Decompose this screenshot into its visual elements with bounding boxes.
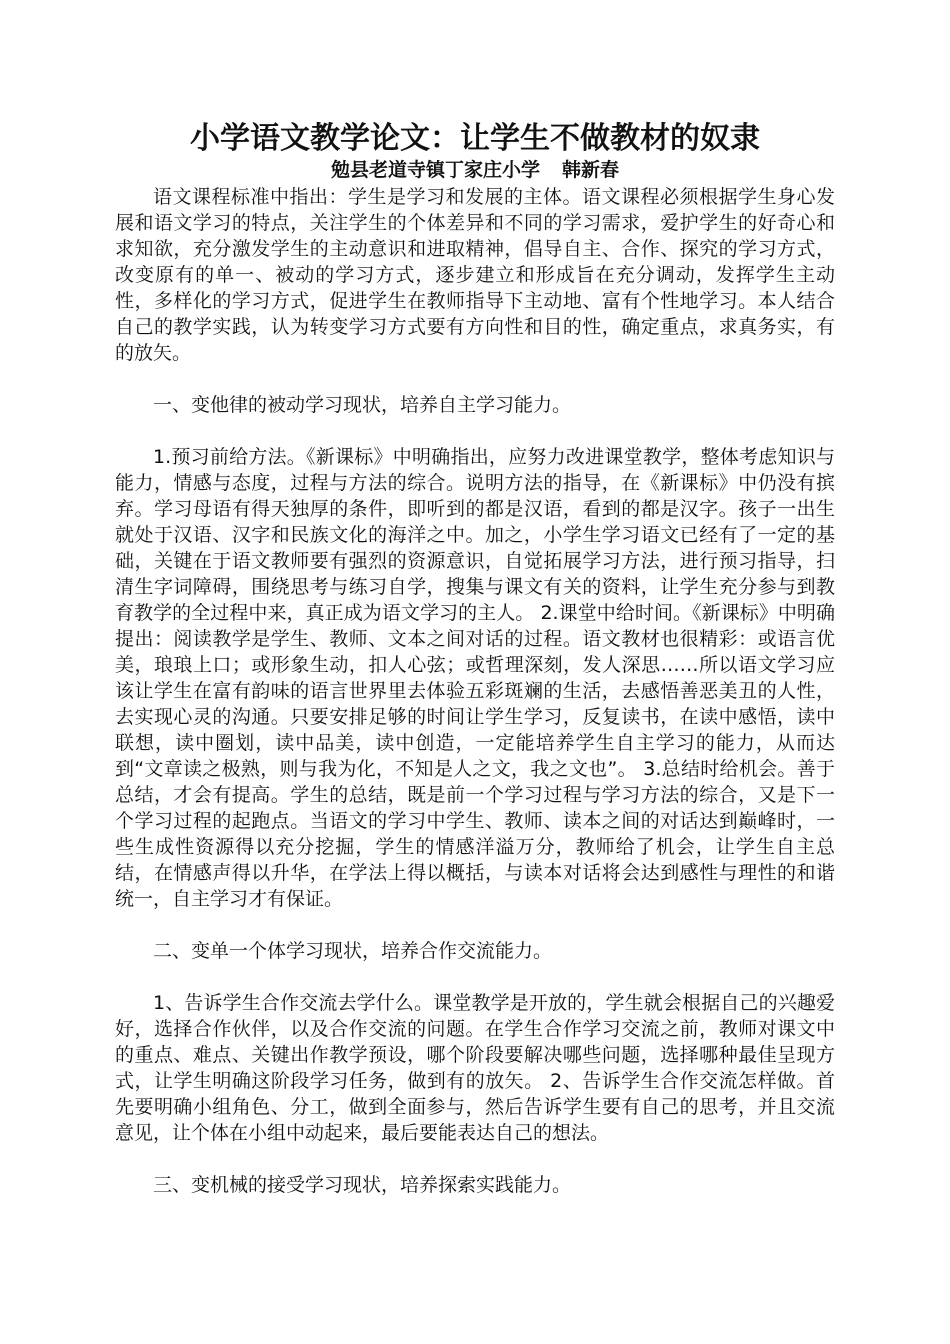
author-school: 勉县老道寺镇丁家庄小学 <box>330 159 540 181</box>
intro-paragraph: 语文课程标准中指出：学生是学习和发展的主体。语文课程必须根据学生身心发展和语文学习的特点，关注学生的个体差异和不同的学习需求，爱护学生的好奇心和求知欲，充分激发学生的主动意识和进取精神，倡导自主、合作、探究的学习方式，改变原有的单一、被动的学习方式，逐步建立和形成旨在充分调动，发挥学生主动性，多样化的学习方式，促进学生在教师指导下主动地、富有个性地学习。本人结合自己的教学实践，认为转变学习方式要有方向性和目的性，确定重点，求真务实，有的放矢。 <box>115 186 835 364</box>
author-name: 韩新春 <box>562 159 620 181</box>
section-body-1: 1.预习前给方法。《新课标》中明确指出，应努力改进课堂教学，整体考虑知识与能力，情感与态度，过程与方法的综合。说明方法的指导，在《新课标》中仍没有摈弃。学习母语有得天独厚的条件，即听到的都是汉语，看到的都是汉字。孩子一出生就处于汉语、汉字和民族文化的海洋之中。加之，小学生学习语文已经有了一定的基础，关键在于语文教师要有强烈的资源意识，自觉拓展学习方法，进行预习指导，扫清生字词障碍，围绕思考与练习自学，搜集与课文有关的资料，让学生充分参与到教育教学的全过程中来，真正成为语文学习的主人。 2.课堂中给时间。《新课标》中明确提出：阅读教学是学生、教师、文本之间对话的过程。语文教材也很精彩：或语言优美，琅琅上口；或形象生动，扣人心弦；或哲理深刻，发人深思……所以语文学习应该让学生在富有韵味的语言世界里去体验五彩斑斓的生活，去感悟善恶美丑的人性，去实现心灵的沟通。只要安排足够的时间让学生学习，反复读书，在读中感悟，读中联想，读中圈划，读中品美，读中创造，一定能培养学生自主学习的能力，从而达到“文章读之极熟，则与我为化，不知是人之文，我之文也”。 3.总结时给机会。善于总结，才会有提高。学生的总结，既是前一个学习过程与学习方法的综合，又是下一个学习过程的起跑点。当语文的学习中学生、教师、读本之间的对话达到巅峰时，一些生成性资源得以充分挖掘，学生的情感洋溢万分，教师给了机会，让学生自主总结，在情感声得以升华，在学法上得以概括，与读本对话将会达到感性与理性的和谐统一，自主学习才有保证。 <box>115 446 835 910</box>
section-heading-1: 一、变他律的被动学习现状，培养自主学习能力。 <box>153 394 572 416</box>
section-heading-3: 三、变机械的接受学习现状，培养探索实践能力。 <box>153 1174 572 1196</box>
author-byline <box>0 157 950 183</box>
document-body <box>115 184 835 1224</box>
section-heading-2: 二、变单一个体学习现状，培养合作交流能力。 <box>153 940 553 962</box>
document-title: 小学语文教学论文：让学生不做教材的奴隶 <box>190 121 760 156</box>
section-body-2: 1、告诉学生合作交流去学什么。课堂教学是开放的，学生就会根据自己的兴趣爱好，选择合作伙伴，以及合作交流的问题。在学生合作学习交流之前，教师对课文中的重点、难点、关键出作教学预设，哪个阶段要解决哪些问题，选择哪种最佳呈现方式，让学生明确这阶段学习任务，做到有的放矢。 2、告诉学生合作交流怎样做。首先要明确小组角色、分工，做到全面参与，然后告诉学生要有自己的思考，并且交流意见，让个体在小组中动起来，最后要能表达自己的想法。 <box>115 992 835 1144</box>
